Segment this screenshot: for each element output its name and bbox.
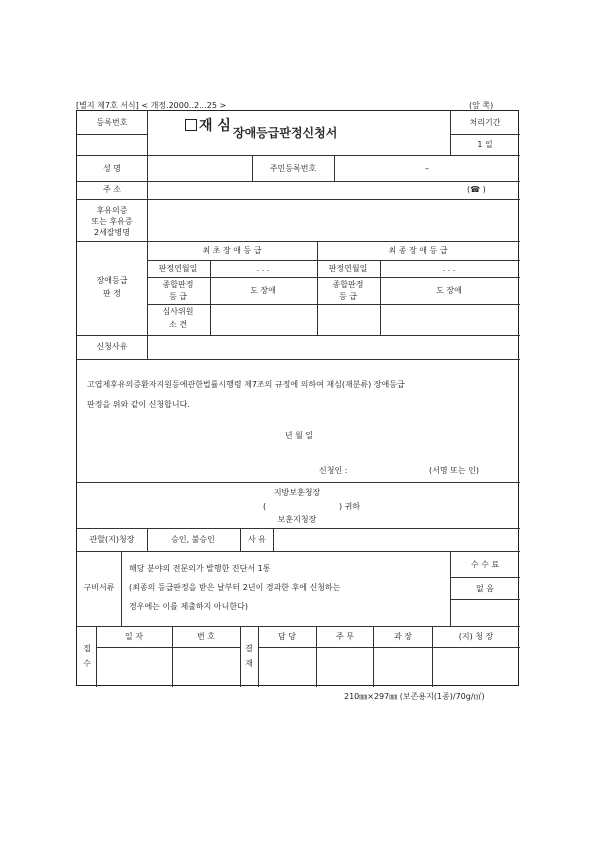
first-overall-label-1: 종합판정 bbox=[162, 280, 194, 289]
first-grade-value: 도 장애 bbox=[250, 286, 276, 295]
final-grade-header: 최 종 장 애 등 급 bbox=[388, 246, 448, 255]
processing-period-label: 처리기간 bbox=[469, 118, 501, 127]
receipt-label-1: 접 bbox=[83, 644, 91, 653]
approval-label-1: 결 bbox=[245, 644, 253, 653]
form-title-main bbox=[233, 127, 337, 139]
office-label: 관할(지)청장 bbox=[89, 535, 135, 544]
addressee-paren-open: ( bbox=[263, 502, 267, 511]
approval-label-2: 재 bbox=[245, 659, 253, 668]
form-title bbox=[185, 119, 231, 133]
phone-field: (☎ ) bbox=[467, 185, 486, 194]
reason-label: 신청사유 bbox=[96, 342, 128, 351]
receipt-number-label: 번 호 bbox=[197, 632, 215, 641]
rrn-dash: – bbox=[425, 164, 429, 173]
application-form bbox=[76, 110, 519, 686]
addressee-line-2: ) 귀하 bbox=[339, 502, 361, 511]
title-prefix: 재 심 bbox=[199, 118, 231, 134]
grade-section-label-1: 장애등급 bbox=[96, 276, 128, 285]
approval-options: 승인, 불승인 bbox=[171, 535, 215, 544]
office-head-label: (지) 청 장 bbox=[458, 632, 494, 641]
reg-no-label: 등록번호 bbox=[96, 118, 128, 127]
addressee-line-1: 지방보훈청장 bbox=[273, 488, 321, 497]
address-label: 주 소 bbox=[103, 185, 121, 194]
final-overall-label-2: 등 급 bbox=[339, 292, 357, 301]
documents-line-2: (최종의 등급판정을 받은 날부터 2년이 경과한 후에 신청하는 bbox=[129, 583, 341, 592]
first-date-value: . . . bbox=[256, 264, 270, 273]
form-reference: [별지 제7호 서식] < 개정.2000..2...25 > bbox=[76, 101, 227, 110]
paper-spec: 210㎜×297㎜ (보존용지(1종)/70g/㎡) bbox=[344, 692, 485, 701]
fee-label: 수 수 료 bbox=[470, 560, 500, 569]
first-grade-header: 최 초 장 애 등 급 bbox=[202, 246, 262, 255]
office-reason-label: 사 유 bbox=[248, 535, 266, 544]
first-date-label: 판정연월일 bbox=[158, 264, 198, 273]
first-overall-label-2: 등 급 bbox=[169, 292, 187, 301]
page-side: (앞 쪽) bbox=[469, 101, 494, 110]
final-grade-value: 도 장애 bbox=[436, 286, 462, 295]
rrn-label: 주민등록번호 bbox=[269, 164, 317, 173]
staff-label: 담 당 bbox=[278, 632, 296, 641]
receipt-label-2: 수 bbox=[83, 659, 91, 668]
final-overall-label-1: 종합판정 bbox=[332, 280, 364, 289]
disease-label-1: 후유의증 bbox=[96, 206, 128, 215]
committee-label-1: 심사위원 bbox=[162, 307, 194, 316]
name-label: 성 명 bbox=[103, 164, 121, 173]
fee-value: 없 음 bbox=[476, 584, 494, 593]
disease-label-2: 또는 후유증 bbox=[91, 217, 133, 226]
receipt-date-label: 일 자 bbox=[125, 632, 143, 641]
signature-label: (서명 또는 인) bbox=[429, 466, 479, 475]
final-date-label: 판정연월일 bbox=[328, 264, 368, 273]
documents-line-3: 경우에는 이를 제출하지 아니한다) bbox=[129, 602, 248, 611]
processing-period-value: 1 일 bbox=[477, 140, 493, 149]
statement-line-1: 고엽제후유의증환자지원등에관한법률시행령 제7조의 규정에 의하여 재심(재분류) 장애등급 bbox=[87, 380, 405, 389]
chief-label: 주 무 bbox=[336, 632, 354, 641]
checkbox-icon bbox=[185, 119, 197, 131]
section-chief-label: 과 장 bbox=[394, 632, 412, 641]
documents-label: 구비서류 bbox=[83, 583, 115, 592]
final-date-value: . . . bbox=[442, 264, 456, 273]
title-main: 장애등급판정신청서 bbox=[233, 126, 338, 140]
disease-label-3: 2세잘병명 bbox=[93, 228, 131, 237]
applicant-label: 신청인 : bbox=[319, 466, 348, 475]
documents-line-1: 해당 분야의 전문의가 발행한 진단서 1통 bbox=[129, 564, 271, 573]
statement-line-2: 판정을 위와 같이 신청합니다. bbox=[87, 400, 190, 409]
committee-label-2: 소 견 bbox=[169, 320, 187, 329]
grade-section-label-2: 판 정 bbox=[103, 289, 121, 298]
addressee-line-3: 보훈지청장 bbox=[277, 515, 317, 524]
date-line: 년 월 일 bbox=[284, 431, 314, 440]
